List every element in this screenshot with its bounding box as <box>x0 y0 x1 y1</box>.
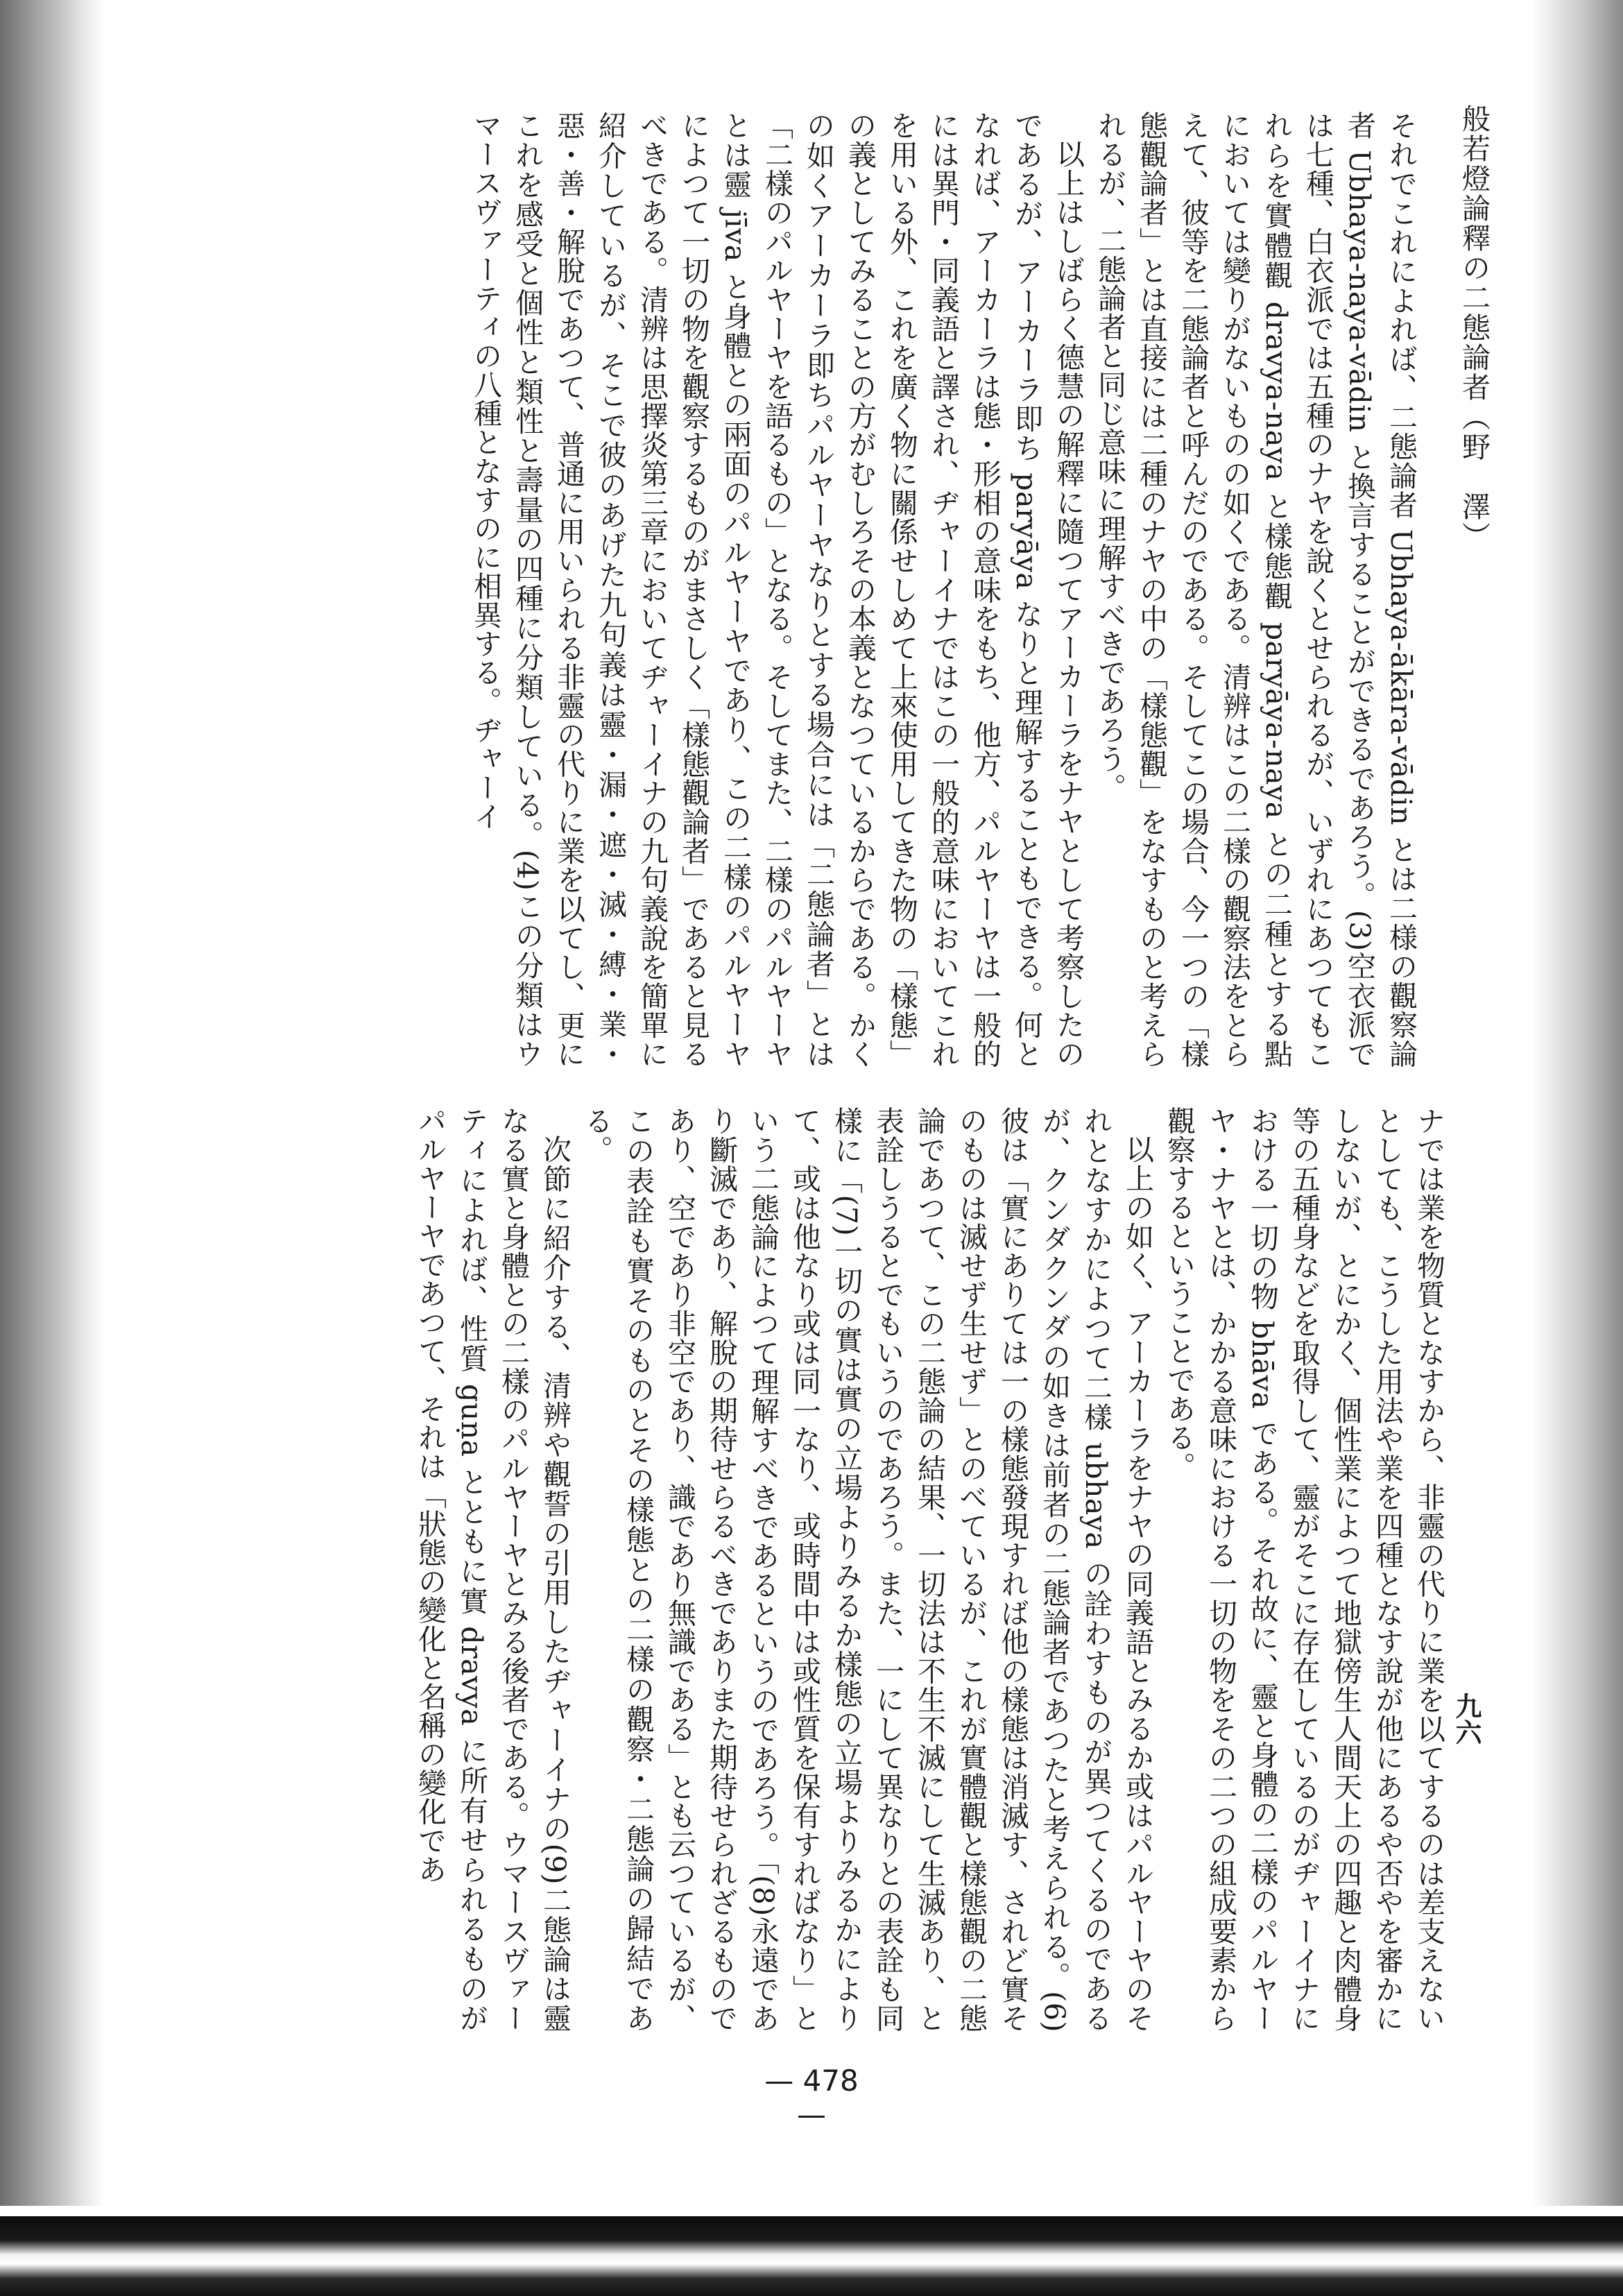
lower-paragraph-1: ナでは業を物質となすから、非靈の代りに業を以てするのは差支えないとしても、こうした用法や業を四種となす說が他にあるや否やを審かにしないが、とにかく、個性業によつて地獄傍生人間天上の四趣と肉體身等の五種身などを取得して、靈がそこに存在しているのがヂャーイナにおける一切の物 bhāva である。それ故に、靈と身體の二樣のパルヤーヤ・ナヤとは、かかる意味における一切の物をその二つの組成要素から觀察するということである。 <box>1162 1106 1445 2032</box>
upper-paragraph-1: それでこれによれば、二態論者 Ubhaya-ākāra-vādin とは二様の觀察論者 Ubhaya-naya-vādin と換言することができるであろう。(3)空衣派では七種、白衣派では五種のナヤを說くとせられるが、いずれにあつてもこれらを實體觀 dravya-naya と樣態觀 paryāya-naya との二種とする點においては變りがないものの如くである。清辨はこの二樣の觀察法をとらえて、彼等を二態論者と呼んだのである。そしてこの場合、今一つの「樣態觀論者」とは直接には二種のナヤの中の「樣態觀」をなすものと考えられるが、二態論者と同じ意味に理解すべきであろう。 <box>1093 111 1418 1068</box>
page-number: — 478 — <box>764 2064 859 2132</box>
lower-paragraph-2: 以上の如く、アーカーラをナヤの同義語とみるか或はパルヤーヤのそれとなすかによつて二樣 ubhaya の詮わすものが異つてくるのであるが、クンダクンダの如きは前者の二態論者であつたと考えられる。(6)彼は「實にありては一の樣態發現すれば他の樣態は消滅す、されど實そのものは滅せず生せず」とのべているが、これが實體觀と樣態觀の二態論であつて、この二態論の結果、一切法は不生不滅にして生滅あり、と表詮しうるとでもいうのであろう。また、一にして異なりとの表詮も同樣に「(7)一切の實は實の立場よりみるか樣態の立場よりみるかによりて、或は他なり或は同一なり、或時間中は或性質を保有すればなり」という二態論によつて理解すべきであるというのであろう。「(8)永遠であり斷滅であり、解脫の期待せらるべきでありまた期待せられざるものであり、空であり非空であり、識であり無識である」とも云つているが、この表詮も實そのものとその樣態との二樣の觀察・二態論の歸結である。 <box>580 1106 1154 2032</box>
page-number-kanji: 九六 <box>1451 1693 1482 1745</box>
upper-text-column <box>187 111 1422 1068</box>
scan-shadow-left <box>0 0 104 2206</box>
upper-paragraph-2: 以上はしばらく德慧の解釋に隨つてアーカーラをナヤとして考察したのであるが、アーカーラ即ち paryāya なりと理解することもできる。何となれば、アーカーラは態・形相の意味をもち、他方、パルヤーヤは一般的には異門・同義語と譯され、ヂャーイナではこの一般的意味においてこれを用いる外、これを廣く物に關係せしめて上來使用してきた物の「樣態」の義としてみることの方がむしろその本義となつているからである。かくの如くアーカーラ即ちパルヤーヤなりとする場合には「二態論者」とは「二樣のパルヤーヤを語るもの」となる。そしてまた、二樣のパルヤーヤとは靈 jīva と身體との兩面のパルヤーヤであり、この二樣のパルヤーヤによつて一切の物を觀察するものがまさしく「樣態觀論者」であると見るべきである。清辨は思擇炎第三章においてヂャーイナの九句義說を簡單に紹介しているが、そこで彼のあげた九句義は靈・漏・遮・滅・縛・業・惡・善・解脫であつて、普通に用いられる非靈の代りに業を以てし、更にこれを感受と個性と類性と壽量の四種に分類している。(4)この分類はウマースヴァーティの八種となすのに相異する。ヂャーイ <box>469 111 1085 1068</box>
lower-text-column <box>201 1106 1450 2032</box>
running-head: 般若燈論釋の二態論者（野 澤） <box>1457 104 1491 551</box>
scan-shadow-right <box>1533 0 1623 2206</box>
scan-bottom-band <box>0 2216 1623 2296</box>
lower-paragraph-3: 次節に紹介する、清辨や觀誓の引用したヂャーイナの(9)二態論は靈なる實と身體との二樣のパルヤーヤとみる後者である。ウマースヴァーティによれば、性質 guṇa とともに實 dravya に所有せられるものがパルヤーヤであつて、それは「狀態の變化と名稱の變化であ <box>413 1106 572 2032</box>
